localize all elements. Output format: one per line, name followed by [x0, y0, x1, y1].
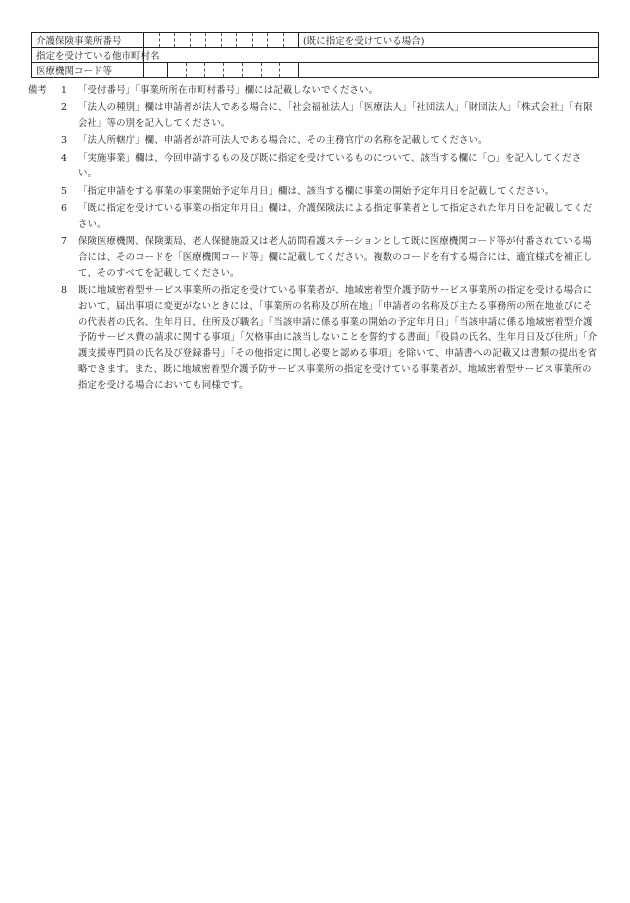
notes-heading: 備考 — [28, 85, 47, 96]
note-text: 「実施事業」欄は、今回申請するもの及び既に指定を受けているものについて、該当する欄に「○」を記入してください。 — [78, 152, 582, 180]
note-number: 7 — [61, 236, 67, 248]
row-label-medical-code: 医療機関コード等 — [32, 63, 144, 78]
list-item — [28, 283, 600, 394]
list-item — [28, 201, 600, 233]
info-table — [31, 32, 599, 78]
list-item — [28, 234, 600, 281]
note-text: 「受付番号」「事業所所在市町村番号」欄には記載しないでください。 — [78, 85, 379, 96]
medical-code-blank — [299, 63, 599, 78]
medical-code-field[interactable] — [168, 63, 299, 78]
note-text: 「法人の種別」欄は申請者が法人である場合に、「社会福祉法人」「医療法人」「社団法人」「財団法人」「株式会社」「有限会社」等の別を記入してください。 — [78, 102, 593, 130]
list-item — [28, 83, 600, 99]
note-number: 6 — [61, 203, 67, 215]
list-item — [28, 184, 600, 200]
medical-code-spacer — [144, 63, 168, 78]
note-text: 「法人所轄庁」欄、申請者が許可法人である場合に、その主務官庁の名称を記載してください。 — [78, 135, 488, 147]
notes-section — [28, 83, 600, 395]
table-row — [32, 48, 599, 63]
note-number: 2 — [61, 102, 67, 114]
digit-boxes — [168, 63, 298, 77]
list-item — [28, 151, 600, 183]
note-text: 「指定申請をする事業の事業開始予定年月日」欄は、該当する欄に事業の開始予定年月日を記載してください。 — [78, 185, 555, 197]
note-text: 既に地域密着型サービス事業所の指定を受けている事業者が、地域密着型介護予防サービス事業所の指定を受ける場合において、届出事項に変更がないときには、「事業所の名称及び所在地」「申請者の名称及び主たる事務所の所在地並びにその代表者の氏名、生年月日、住所及び職名」「当該申請に係る事業の開始の予定年月日」「当該申請に係る地域密着型介護予防サービス費の請求に関する事項」「欠格事由に該当しないことを誓約する書面」「役員の氏名、生年月日及び住所」「介護支援専門員の氏名及び登録番号」「その他指定に関し必要と認める事項」を除いて、申請書への記載又は書類の提出を省略できます。また、既に地域密着型介護予防サービス事業所の指定を受けている事業者が、地域密着型サービス事業所の指定を受ける場合においても同様です。 — [78, 285, 598, 391]
table-row — [32, 63, 599, 78]
note-text: 保険医療機関、保険薬局、老人保健施設又は老人訪問看護ステーションとして既に医療機関コード等が付番されている場合には、そのコードを「医療機関コード等」欄に記載してください。複数のコードを有する場合には、適宜様式を補正して、そのすべてを記載してください。 — [78, 236, 593, 279]
list-item — [28, 133, 600, 149]
jigyosho-bango-field[interactable] — [144, 33, 299, 48]
note-number: 8 — [61, 285, 67, 297]
note-number: 3 — [61, 135, 67, 147]
note-number: 1 — [61, 85, 67, 96]
digit-boxes — [144, 33, 298, 47]
row-note-existing: (既に指定を受けている場合) — [299, 33, 599, 48]
note-text: 「既に指定を受けている事業の指定年月日」欄は、介護保険法による指定事業者として指定された年月日を記載してください。 — [78, 203, 593, 230]
row-label-other-municipality: 指定を受けている他市町村名 — [32, 48, 144, 63]
note-number: 5 — [61, 185, 67, 197]
list-item — [28, 100, 600, 132]
other-municipality-field[interactable] — [144, 48, 599, 63]
note-number: 4 — [61, 152, 67, 164]
row-label-jigyosho-bango: 介護保険事業所番号 — [32, 33, 144, 48]
table-row — [32, 33, 599, 48]
